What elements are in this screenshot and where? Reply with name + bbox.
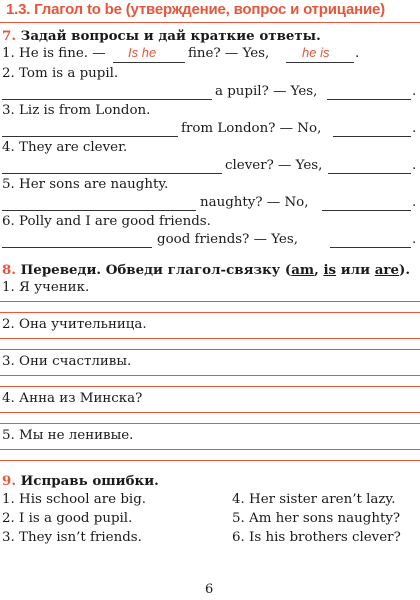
ex8-answer-line[interactable] — [0, 386, 420, 387]
exercise-8-separator: , — [314, 262, 324, 278]
exercise-7-title: Задай вопросы и дай краткие ответы. — [20, 28, 321, 44]
ex9-item-6: 6. Is his brothers clever? — [232, 530, 401, 545]
exercise-7-example-prefix: 1. He is fine. — — [2, 46, 106, 61]
ex9-item-1: 1. His school are big. — [2, 492, 147, 507]
keyword-are: are — [374, 262, 399, 278]
ex8-answer-line[interactable] — [0, 301, 420, 302]
ex8-answer-line[interactable] — [0, 312, 420, 313]
ex8-item-3: 3. Они счастливы. — [2, 354, 132, 369]
ex7-item-6-blank-answer[interactable] — [330, 247, 411, 248]
ex7-item-4-statement: 4. They are clever. — [2, 140, 128, 155]
exercise-7-number: 7. — [2, 28, 16, 44]
exercise-9-number: 9. — [2, 473, 16, 489]
exercise-9-heading — [2, 473, 159, 489]
ex9-item-2: 2. I is a good pupil. — [2, 511, 133, 526]
ex7-item-4-blank-question[interactable] — [2, 173, 222, 174]
keyword-am: am — [291, 262, 315, 278]
section-title: 1.3. Глагол to be (утверждение, вопрос и отрицание) — [6, 1, 385, 18]
ex7-item-2-blank-answer[interactable] — [327, 99, 411, 100]
ex7-item-6-statement: 6. Polly and I are good friends. — [2, 214, 211, 229]
exercise-7-example-middle: fine? — Yes, — [188, 46, 270, 61]
exercise-7-heading — [2, 28, 321, 44]
ex7-item-2-question: a pupil? — Yes, — [215, 84, 318, 99]
ex7-item-5-statement: 5. Her sons are naughty. — [2, 177, 169, 192]
ex7-item-2-blank-question[interactable] — [2, 99, 212, 100]
ex8-answer-line[interactable] — [0, 412, 420, 413]
exercise-9-title: Исправь ошибки. — [20, 473, 159, 489]
example-end: . — [355, 46, 360, 61]
ex8-answer-line[interactable] — [0, 338, 420, 339]
ex7-item-3-blank-answer[interactable] — [333, 136, 411, 137]
ex7-item-5-end: . — [412, 195, 417, 210]
header-divider — [0, 22, 420, 23]
example-blank-1 — [113, 62, 185, 63]
ex8-item-2: 2. Она учительница. — [2, 317, 147, 332]
ex7-item-5-blank-answer[interactable] — [322, 210, 411, 211]
ex8-answer-line[interactable] — [0, 449, 420, 450]
exercise-8-heading — [2, 262, 410, 278]
ex9-item-4: 4. Her sister aren’t lazy. — [232, 492, 396, 507]
ex9-item-3: 3. They isn’t friends. — [2, 530, 142, 545]
ex8-answer-line[interactable] — [0, 423, 420, 424]
ex7-item-6-end: . — [412, 232, 417, 247]
section-header — [0, 0, 420, 24]
ex8-answer-line[interactable] — [0, 349, 420, 350]
ex7-item-2-end: . — [412, 84, 417, 99]
exercise-8-number: 8. — [2, 262, 16, 278]
ex7-item-5-blank-question[interactable] — [2, 210, 196, 211]
ex7-item-3-end: . — [412, 121, 417, 136]
example-answer-1: Is he — [128, 45, 157, 60]
ex7-item-5-question: naughty? — No, — [200, 195, 309, 210]
ex7-item-3-question: from London? — No, — [181, 121, 322, 136]
ex7-item-6-question: good friends? — Yes, — [157, 232, 298, 247]
exercise-8-or: или — [336, 262, 375, 278]
ex7-item-3-blank-question[interactable] — [2, 136, 178, 137]
example-answer-2: he is — [302, 45, 330, 60]
ex7-item-4-end: . — [412, 158, 417, 173]
exercise-8-title-end: ). — [398, 262, 410, 278]
ex7-item-4-question: clever? — Yes, — [225, 158, 323, 173]
ex7-item-6-blank-question[interactable] — [2, 247, 152, 248]
keyword-is: is — [323, 262, 337, 278]
ex7-item-4-blank-answer[interactable] — [328, 173, 411, 174]
ex8-answer-line[interactable] — [0, 460, 420, 461]
example-blank-2 — [286, 62, 354, 63]
ex8-answer-line[interactable] — [0, 375, 420, 376]
exercise-8-title: Переведи. Обведи глагол-связку ( — [20, 262, 292, 278]
ex9-item-5: 5. Am her sons naughty? — [232, 511, 401, 526]
ex7-item-2-statement: 2. Tom is a pupil. — [2, 66, 119, 81]
ex8-item-5: 5. Мы не ленивые. — [2, 428, 134, 443]
ex8-item-1: 1. Я ученик. — [2, 280, 90, 295]
ex7-item-3-statement: 3. Liz is from London. — [2, 103, 151, 118]
page-number: 6 — [205, 582, 214, 597]
ex8-item-4: 4. Анна из Минска? — [2, 391, 143, 406]
